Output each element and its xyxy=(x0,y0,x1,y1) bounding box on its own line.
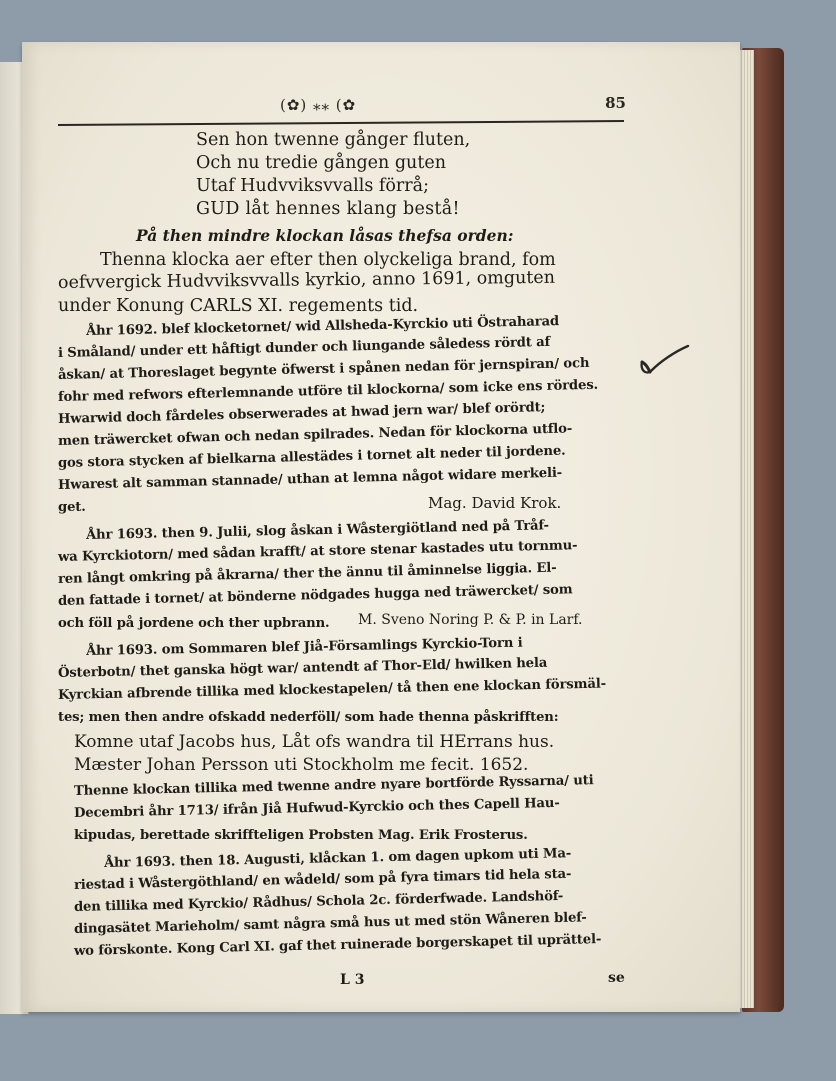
text-line: den tillika med Kyrckio/ Rådhus/ Schola 2c. förderfwade. Landshöf- xyxy=(73,888,564,915)
author-signature: M. Sveno Noring P. & P. in Larf. xyxy=(358,612,583,628)
text-line: Hwarwid doch fårdeles obserwerades at hwad jern war/ blef orördt; xyxy=(57,400,546,427)
text-line: Åhr 1692. blef klocketornet/ wid Allsheda-Kyrckio uti Östraharad xyxy=(85,314,560,339)
verse-line: Utaf Hudvviksvvalls förrå; xyxy=(196,176,429,196)
text-line: Decembri åhr 1713/ ifrån Jiå Hufwud-Kyrckio och thes Capell Hau- xyxy=(73,795,560,821)
text-line: Kyrckian afbrende tillika med klockestapelen/ tå then ene klockan försmäl- xyxy=(57,676,607,703)
verse-line: GUD låt hennes klang bestå! xyxy=(196,199,460,219)
pencil-check-mark-icon xyxy=(636,342,692,382)
text-line: och föll på jordene och ther upbrann. xyxy=(58,616,330,631)
head-ornament: (✿) ⁎⁎ (✿ xyxy=(280,96,357,114)
text-line: i Småland/ under ett håftigt dunder och liungande såledess rördt af xyxy=(57,334,551,361)
text-line: gos stora stycken af bielkarna allestädes i tornet alt neder til jordene. xyxy=(57,443,566,471)
text-line: ren långt omkring på åkrarna/ ther the ännu til åminnelse liggia. El- xyxy=(57,560,557,587)
text-line: wo förskonte. Kong Carl XI. gaf thet ruinerade borgerskapet til uprättel- xyxy=(73,932,602,959)
text-line: Österbotn/ thet ganska högt war/ antendt af Thor-Eld/ hwilken hela xyxy=(57,655,548,681)
catchword: se xyxy=(608,970,625,986)
inscription-line: oefvvergick Hudvviksvvalls kyrkio, anno 1691, omguten xyxy=(57,267,556,293)
text-line: åskan/ at Thoreslaget begynte öfwerst i spånen nedan för jernspiran/ och xyxy=(57,355,590,383)
section-heading: På then mindre klockan låsas thefsa orden: xyxy=(136,226,514,245)
signature-mark: L 3 xyxy=(340,972,365,988)
text-line: Thenne klockan tillika med twenne andre nyare bortförde Ryssarna/ uti xyxy=(73,773,594,799)
text-line: riestad i Wåstergöthland/ en wådeld/ som på fyra timars tid hela sta- xyxy=(73,866,572,893)
bell-motto-line: Mæster Johan Persson uti Stockholm me fecit. 1652. xyxy=(74,755,529,775)
verse-line: Sen hon twenne gånger fluten, xyxy=(196,130,471,150)
text-line: fohr med refwors efterlemnande utföre til klockorna/ som icke ens rördes. xyxy=(57,377,599,405)
text-line: men träwercket ofwan och nedan spilrades. Nedan för klockorna utflo- xyxy=(57,421,573,449)
page-number: 85 xyxy=(605,94,626,112)
text-line: Åhr 1693. then 18. Augusti, klåckan 1. om dagen upkom uti Ma- xyxy=(103,846,572,871)
text-line: tes; men then andre ofskadd nederföll/ som hade thenna påskrifften: xyxy=(58,710,559,725)
author-signature: Mag. David Krok. xyxy=(428,494,562,512)
inscription-line: Thenna klocka aer efter then olyckeliga brand, fom xyxy=(100,250,556,270)
bell-motto-line: Komne utaf Jacobs hus, Låt ofs wandra til HErrans hus. xyxy=(74,732,555,752)
text-line: get. xyxy=(58,500,86,515)
text-line: den fattade i tornet/ at bönderne nödgades hugga ned träwercket/ som xyxy=(57,582,573,609)
inscription-line: under Konung CARLS XI. regements tid. xyxy=(58,296,419,316)
text-line: wa Kyrckiotorn/ med sådan krafft/ at store stenar kastades utu tornmu- xyxy=(57,538,578,565)
running-head xyxy=(58,94,624,120)
head-rule xyxy=(58,120,624,126)
text-line: Åhr 1693. then 9. Julii, slog åskan i Wåstergiötland ned på Tråf- xyxy=(85,518,549,543)
text-line: Hwarest alt samman stannade/ uthan at lemna något widare merkeli- xyxy=(57,465,563,493)
text-line: kipudas, berettade skriffteligen Probsten Mag. Erik Frosterus. xyxy=(74,828,528,843)
verse-line: Och nu tredie gången guten xyxy=(196,153,446,173)
text-line: dingasätet Marieholm/ samt några små hus ut med stön Wåneren blef- xyxy=(73,910,587,937)
book-page xyxy=(22,42,740,1012)
text-line: Åhr 1693. om Sommaren blef Jiå-Församlings Kyrckio-Torn i xyxy=(85,635,523,659)
